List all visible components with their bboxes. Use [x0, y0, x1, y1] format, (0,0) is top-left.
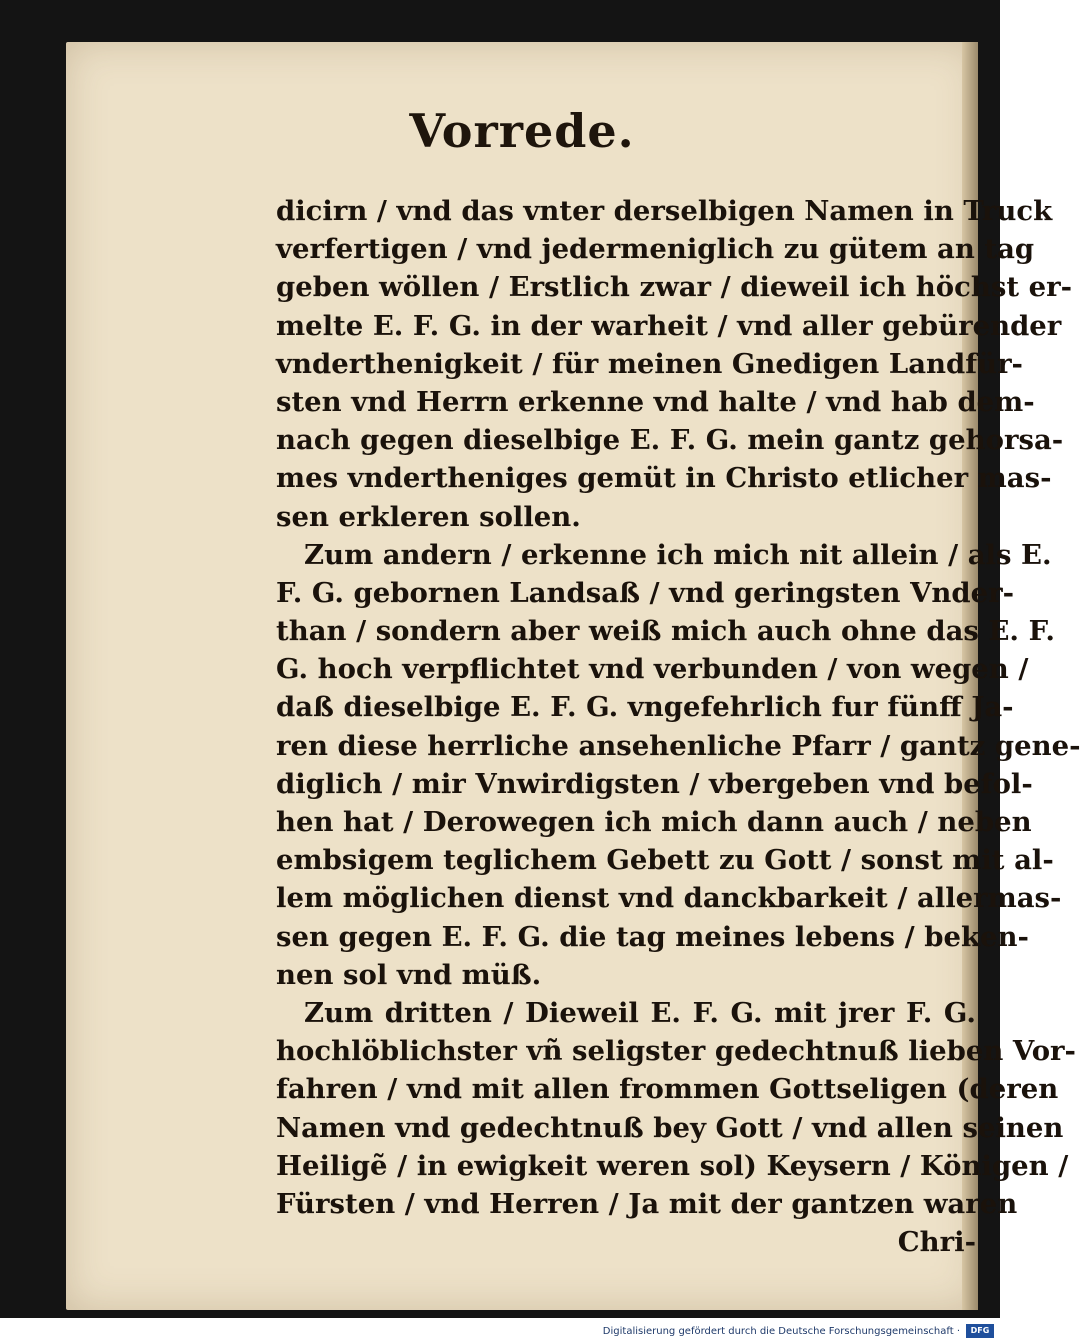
funding-note: Digitalisierung gefördert durch die Deutsche Forschungsgemeinschaft · [602, 1326, 960, 1337]
catchword: Chri- [897, 1226, 976, 1259]
text-line: sen erkleren sollen. [276, 500, 581, 533]
text-line: than / sondern aber weiß mich auch ohne das E. F. [276, 615, 1055, 648]
text-line: G. hoch verpflichtet vnd verbunden / von wegen / [276, 653, 1029, 686]
text-line: Zum andern / erkenne ich mich nit allein / als E. [304, 538, 1052, 571]
text-line: Heiligẽ / in ewigkeit weren sol) Keysern / Königen / [276, 1149, 1069, 1182]
text-block [276, 192, 1080, 1261]
text-line: Fürsten / vnd Herren / Ja mit der gantzen waren [276, 1187, 1018, 1220]
text-line: diglich / mir Vnwirdigsten / vbergeben vnd befol- [276, 767, 1033, 800]
text-line: hen hat / Derowegen ich mich dann auch / neben [276, 806, 1032, 838]
text-line: F. G. gebornen Landsaß / vnd geringsten Vnder- [276, 576, 1015, 609]
text-line: nach gegen dieselbige E. F. G. mein gantz gehorsa- [276, 424, 1064, 457]
text-line: sen gegen E. F. G. die tag meines lebens / beken- [276, 920, 1029, 953]
book-page [66, 42, 1080, 1310]
text-line: daß dieselbige E. F. G. vngefehrlich fur fünff Ja- [276, 691, 1014, 724]
text-line: fahren / vnd mit allen frommen Gottseligen (deren [276, 1073, 1059, 1106]
text-line: nen sol vnd müß. [276, 958, 542, 991]
text-line: geben wöllen / Erstlich zwar / dieweil ich höchst er- [276, 271, 1073, 304]
text-line: mes vndertheniges gemüt in Christo etlicher mas- [276, 462, 1052, 495]
text-line: sten vnd Herrn erkenne vnd halte / vnd hab dem- [276, 385, 1035, 418]
text-line: hochlöblichster vñ seligster gedechtnuß lieben Vor- [276, 1035, 1076, 1068]
text-line: ren diese herrliche ansehenliche Pfarr / gantz gene- [276, 729, 1080, 762]
text-line: verfertigen / vnd jedermeniglich zu gütem an tag [276, 233, 1035, 266]
text-line: Namen vnd gedechtnuß bey Gott / vnd allen seinen [276, 1111, 1064, 1144]
running-head: Vorrede. [409, 104, 635, 158]
text-line: embsigem teglichem Gebett zu Gott / sonst mit al- [276, 844, 1054, 877]
text-line: Zum dritten / Dieweil E. F. G. mit jrer F. G. [304, 996, 976, 1029]
text-line: dicirn / vnd das vnter derselbigen Namen in Truck [276, 195, 1053, 227]
text-line: vnderthenigkeit / für meinen Gnedigen Landfür- [276, 347, 1023, 380]
text-line: lem möglichen dienst vnd danckbarkeit / allermas- [276, 882, 1062, 915]
footer [0, 1318, 1000, 1344]
text-line: melte E. F. G. in der warheit / vnd aller gebürender [276, 309, 1062, 342]
dfg-logo: DFG [966, 1324, 994, 1338]
